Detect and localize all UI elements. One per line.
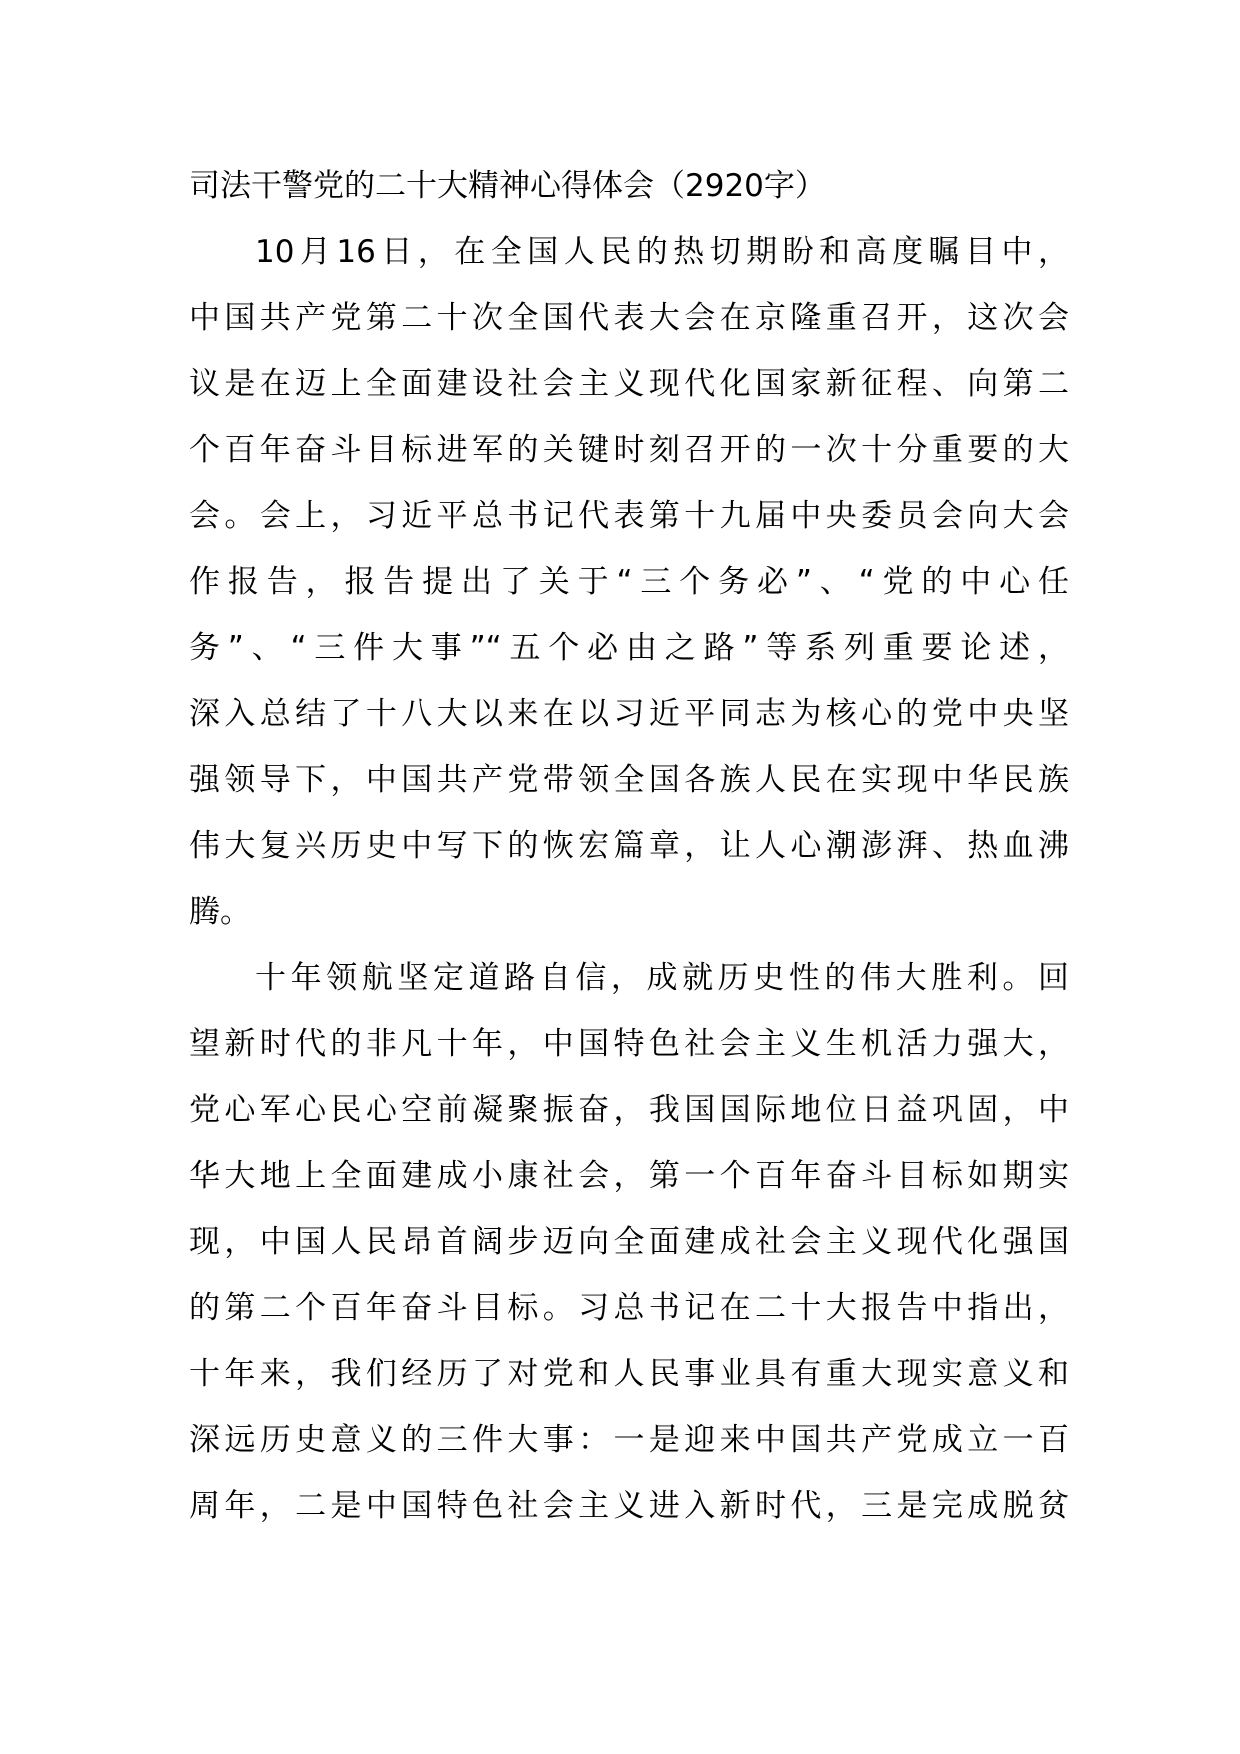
paragraph-2-line-5: 现，中国人民昂首阔步迈向全面建成社会主义现代化强国 [189, 1224, 1069, 1260]
paragraph-2-line-3: 党心军心民心空前凝聚振奋，我国国际地位日益巩固，中 [189, 1092, 1069, 1128]
paragraph-1-line-6: 作报告，报告提出了关于“三个务必”、“党的中心任 [189, 564, 1069, 600]
paragraph-2-line-9: 周年，二是中国特色社会主义进入新时代，三是完成脱贫 [189, 1488, 1069, 1524]
paragraph-2-line-8: 深远历史意义的三件大事：一是迎来中国共产党成立一百 [189, 1422, 1069, 1458]
paragraph-1-line-5: 会。会上，习近平总书记代表第十九届中央委员会向大会 [189, 498, 1069, 534]
paragraph-1-line-9: 强领导下，中国共产党带领全国各族人民在实现中华民族 [189, 762, 1069, 798]
paragraph-1-line-11: 腾。 [189, 894, 251, 930]
paragraph-1-line-4: 个百年奋斗目标进军的关键时刻召开的一次十分重要的大 [189, 432, 1069, 468]
paragraph-1-line-1: 10月16日，在全国人民的热切期盼和高度瞩目中， [255, 234, 1069, 270]
paragraph-2-line-7: 十年来，我们经历了对党和人民事业具有重大现实意义和 [189, 1356, 1069, 1392]
paragraph-2-line-4: 华大地上全面建成小康社会，第一个百年奋斗目标如期实 [189, 1158, 1069, 1194]
paragraph-1-line-3: 议是在迈上全面建设社会主义现代化国家新征程、向第二 [189, 366, 1069, 402]
paragraph-1-line-8: 深入总结了十八大以来在以习近平同志为核心的党中央坚 [189, 696, 1069, 732]
paragraph-1-line-10: 伟大复兴历史中写下的恢宏篇章，让人心潮澎湃、热血沸 [189, 828, 1069, 864]
paragraph-2-line-6: 的第二个百年奋斗目标。习总书记在二十大报告中指出， [189, 1290, 1069, 1326]
paragraph-2-line-2: 望新时代的非凡十年，中国特色社会主义生机活力强大， [189, 1026, 1069, 1062]
paragraph-1-line-7: 务”、“三件大事”“五个必由之路”等系列重要论述， [189, 630, 1069, 666]
paragraph-2-line-1: 十年领航坚定道路自信，成就历史性的伟大胜利。回 [255, 960, 1069, 996]
paragraph-1-line-2: 中国共产党第二十次全国代表大会在京隆重召开，这次会 [189, 300, 1069, 336]
document-title: 司法干警党的二十大精神心得体会（2920字） [189, 168, 826, 204]
